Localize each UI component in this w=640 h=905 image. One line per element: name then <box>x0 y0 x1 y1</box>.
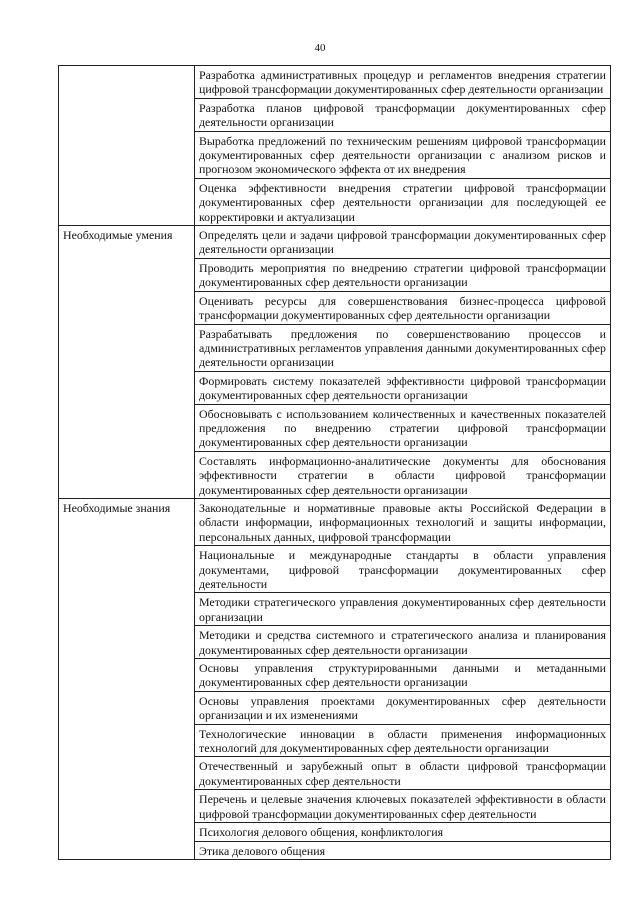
list-item: Разработка планов цифровой трансформации документированных сфер деятельности организации <box>195 98 611 131</box>
table-row <box>59 498 611 545</box>
list-item: Проводить мероприятия по внедрению стратегии цифровой трансформации документированных сфер деятельности организации <box>195 258 611 291</box>
page-number: 40 <box>314 42 326 54</box>
table-row <box>59 226 611 259</box>
section-label-continued <box>59 66 195 226</box>
list-item: Отечественный и зарубежный опыт в области цифровой трансформации документированных сфер деятельности <box>195 757 611 790</box>
section-label-knowledge: Необходимые знания <box>59 498 195 859</box>
list-item: Обосновывать с использованием количественных и качественных показателей предложения по внедрению стратегии цифровой трансформации документированных сфер деятельности организации <box>195 404 611 451</box>
list-item: Этика делового общения <box>195 841 611 859</box>
list-item: Формировать систему показателей эффективности цифровой трансформации документированных сфер деятельности организации <box>195 371 611 404</box>
list-item: Основы управления проектами документированных сфер деятельности организации и их изменениями <box>195 691 611 724</box>
list-item: Национальные и международные стандарты в области управления документами, цифровой трансформации документированных сфер деятельности <box>195 546 611 593</box>
requirements-table <box>58 65 611 860</box>
list-item: Выработка предложений по техническим решениям цифровой трансформации документированных сфер деятельности организации с анализом рисков и прогнозом экономического эффекта от их внедрения <box>195 131 611 178</box>
list-item: Основы управления структурированными данными и метаданными документированных сфер деятельности организации <box>195 659 611 692</box>
list-item: Оценка эффективности внедрения стратегии цифровой трансформации документированных сфер деятельности организации для последующей ее корректировки и актуализации <box>195 178 611 225</box>
list-item: Определять цели и задачи цифровой трансформации документированных сфер деятельности организации <box>195 226 611 259</box>
list-item: Перечень и целевые значения ключевых показателей эффективности в области цифровой трансформации документированных сфер деятельности <box>195 790 611 823</box>
list-item: Методики и средства системного и стратегического анализа и планирования документированных сфер деятельности организации <box>195 626 611 659</box>
section-label-skills: Необходимые умения <box>59 226 195 499</box>
list-item: Разрабатывать предложения по совершенствованию процессов и административных регламентов управления данными документированных сфер деятельности организации <box>195 324 611 371</box>
list-item: Разработка административных процедур и регламентов внедрения стратегии цифровой трансформации документированных сфер деятельности организации <box>195 66 611 99</box>
list-item: Методики стратегического управления документированных сфер деятельности организации <box>195 593 611 626</box>
list-item: Законодательные и нормативные правовые акты Российской Федерации в области информации, информационных технологий и защиты информации, персональных данных, цифровой трансформации <box>195 498 611 545</box>
list-item: Составлять информационно-аналитические документы для обоснования эффективности стратегии в области цифровой трансформации документированных сфер деятельности организации <box>195 451 611 498</box>
table-row <box>59 66 611 99</box>
list-item: Психология делового общения, конфликтология <box>195 823 611 841</box>
list-item: Оценивать ресурсы для совершенствования бизнес-процесса цифровой трансформации документированных сфер деятельности организации <box>195 291 611 324</box>
list-item: Технологические инновации в области применения информационных технологий для документированных сфер деятельности организации <box>195 724 611 757</box>
